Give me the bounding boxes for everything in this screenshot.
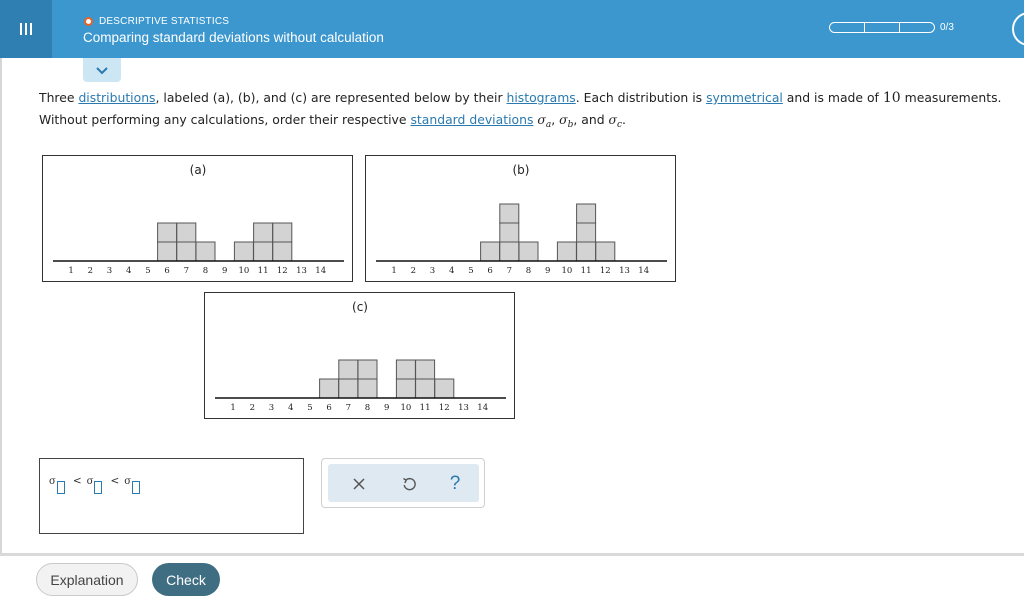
link-symmetrical[interactable]: symmetrical bbox=[706, 90, 783, 105]
answer-subscript-slot-2[interactable] bbox=[94, 481, 102, 494]
tick-label: 8 bbox=[202, 266, 209, 276]
explanation-button[interactable]: Explanation bbox=[36, 563, 138, 596]
tick-label: 9 bbox=[383, 403, 390, 413]
tick-label: 4 bbox=[125, 266, 132, 276]
histogram-square bbox=[500, 242, 519, 261]
question-line-1: Three distributions, labeled (a), (b), and (c) are represented below by their histograms. Each distribution is symmetrical and is made of 10 measurements. bbox=[39, 90, 1002, 106]
tick-label: 7 bbox=[183, 266, 190, 276]
tick-label: 13 bbox=[458, 403, 469, 413]
histogram-square bbox=[254, 223, 273, 242]
histogram-square bbox=[577, 204, 596, 223]
tick-label: 6 bbox=[487, 266, 493, 276]
tick-label: 3 bbox=[429, 266, 436, 276]
less-than-1: < bbox=[72, 475, 82, 487]
tick-label: 3 bbox=[106, 266, 113, 276]
tick-label: 5 bbox=[307, 403, 313, 413]
progress-segment bbox=[899, 22, 935, 33]
histogram-label: (c) bbox=[352, 300, 368, 314]
histogram-square bbox=[254, 242, 273, 261]
tick-label: 6 bbox=[326, 403, 332, 413]
tick-label: 10 bbox=[238, 266, 250, 276]
tick-label: 1 bbox=[391, 266, 397, 276]
answer-box bbox=[39, 458, 304, 534]
tick-label: 8 bbox=[525, 266, 532, 276]
tick-label: 10 bbox=[400, 403, 412, 413]
tick-label: 14 bbox=[638, 266, 650, 276]
category-label: DESCRIPTIVE STATISTICS bbox=[99, 15, 230, 27]
histogram-square bbox=[177, 223, 196, 242]
answer-order-row bbox=[49, 475, 140, 494]
undo-button[interactable] bbox=[398, 473, 420, 495]
histogram-square bbox=[596, 242, 615, 261]
check-button[interactable]: Check bbox=[152, 563, 220, 596]
histogram-c bbox=[204, 292, 515, 419]
clear-button[interactable] bbox=[348, 473, 370, 495]
histogram-b bbox=[365, 155, 676, 282]
tick-label: 9 bbox=[221, 266, 228, 276]
histogram-square bbox=[273, 242, 292, 261]
tick-label: 7 bbox=[506, 266, 513, 276]
histogram-square bbox=[557, 242, 576, 261]
histogram-square bbox=[500, 223, 519, 242]
tick-label: 2 bbox=[87, 266, 94, 276]
question-text bbox=[39, 87, 1024, 136]
tick-label: 12 bbox=[276, 266, 288, 276]
tick-label: 14 bbox=[315, 266, 327, 276]
topic-circle-button[interactable] bbox=[1012, 12, 1024, 46]
link-standard-deviations[interactable]: standard deviations bbox=[410, 112, 534, 127]
tick-label: 11 bbox=[257, 266, 269, 276]
tick-label: 5 bbox=[468, 266, 474, 276]
tick-label: 8 bbox=[364, 403, 371, 413]
histogram-square bbox=[339, 360, 358, 379]
histogram-square bbox=[177, 242, 196, 261]
histogram-plot bbox=[205, 293, 516, 420]
tools-panel bbox=[328, 464, 479, 502]
tick-label: 5 bbox=[145, 266, 151, 276]
sigma-a: $\sigma_a$ bbox=[537, 112, 552, 130]
histogram-square bbox=[435, 379, 454, 398]
answer-sigma-2: σ bbox=[86, 476, 94, 487]
histogram-square bbox=[358, 360, 377, 379]
histogram-square bbox=[577, 242, 596, 261]
histogram-a bbox=[42, 155, 353, 282]
page-title: Comparing standard deviations without calculation bbox=[83, 30, 384, 45]
histogram-square bbox=[320, 379, 339, 398]
histogram-square bbox=[339, 379, 358, 398]
question-line-2: Without performing any calculations, order their respective standard deviations $\sigma_a$, $\sigma_b$, and $\sigma_c$. bbox=[39, 112, 626, 130]
histogram-plot bbox=[43, 156, 354, 283]
tick-label: 13 bbox=[296, 266, 307, 276]
tick-label: 4 bbox=[287, 403, 294, 413]
tick-label: 2 bbox=[249, 403, 256, 413]
undo-icon bbox=[401, 476, 417, 492]
sigma-b: $\sigma_b$ bbox=[559, 112, 574, 130]
answer-subscript-slot-3[interactable] bbox=[132, 481, 140, 494]
tick-label: 7 bbox=[345, 403, 352, 413]
answer-subscript-slot-1[interactable] bbox=[57, 481, 65, 494]
progress-segment bbox=[864, 22, 900, 33]
histogram-square bbox=[396, 379, 415, 398]
tick-label: 10 bbox=[561, 266, 573, 276]
measurement-count: 10 bbox=[882, 90, 901, 106]
histogram-square bbox=[481, 242, 500, 261]
tick-label: 11 bbox=[419, 403, 431, 413]
histogram-square bbox=[196, 242, 215, 261]
progress-text: 0/3 bbox=[940, 22, 954, 33]
tick-label: 11 bbox=[580, 266, 592, 276]
histogram-square bbox=[396, 360, 415, 379]
histogram-label: (a) bbox=[189, 163, 207, 177]
tick-label: 13 bbox=[619, 266, 630, 276]
tick-label: 9 bbox=[544, 266, 551, 276]
tick-label: 1 bbox=[68, 266, 74, 276]
category-row bbox=[84, 14, 229, 28]
menu-button[interactable] bbox=[0, 0, 52, 58]
chevron-down-icon bbox=[95, 66, 109, 75]
link-distributions[interactable]: distributions bbox=[78, 90, 156, 105]
answer-tools bbox=[321, 458, 485, 508]
collapse-header-button[interactable] bbox=[83, 58, 121, 82]
histogram-square bbox=[158, 242, 177, 261]
histogram-square bbox=[416, 379, 435, 398]
histogram-square bbox=[158, 223, 177, 242]
histogram-square bbox=[577, 223, 596, 242]
histogram-label: (b) bbox=[512, 163, 530, 177]
answer-sigma-1: σ bbox=[49, 476, 56, 487]
histogram-square bbox=[500, 204, 519, 223]
top-bar bbox=[0, 0, 1024, 58]
help-button[interactable] bbox=[444, 473, 466, 495]
histogram-square bbox=[416, 360, 435, 379]
left-border bbox=[0, 58, 2, 553]
answer-sigma-3: σ bbox=[124, 476, 132, 487]
help-icon: ? bbox=[449, 473, 461, 494]
status-dot bbox=[84, 17, 93, 26]
close-icon bbox=[352, 477, 366, 491]
tick-label: 12 bbox=[438, 403, 450, 413]
less-than-2: < bbox=[110, 475, 120, 487]
tick-label: 3 bbox=[268, 403, 275, 413]
link-histograms[interactable]: histograms bbox=[506, 90, 576, 105]
progress-segment bbox=[829, 22, 865, 33]
tick-label: 6 bbox=[164, 266, 170, 276]
histogram-square bbox=[273, 223, 292, 242]
histogram-square bbox=[234, 242, 253, 261]
footer-divider bbox=[0, 553, 1024, 556]
histogram-plot bbox=[366, 156, 677, 283]
sigma-c: $\sigma_c$ bbox=[608, 112, 623, 130]
tick-label: 2 bbox=[410, 266, 417, 276]
tick-label: 1 bbox=[230, 403, 236, 413]
hamburger-icon bbox=[17, 21, 35, 37]
histogram-square bbox=[358, 379, 377, 398]
histogram-square bbox=[519, 242, 538, 261]
progress-bar bbox=[829, 22, 935, 33]
tick-label: 4 bbox=[448, 266, 455, 276]
tick-label: 12 bbox=[599, 266, 611, 276]
tick-label: 14 bbox=[477, 403, 489, 413]
